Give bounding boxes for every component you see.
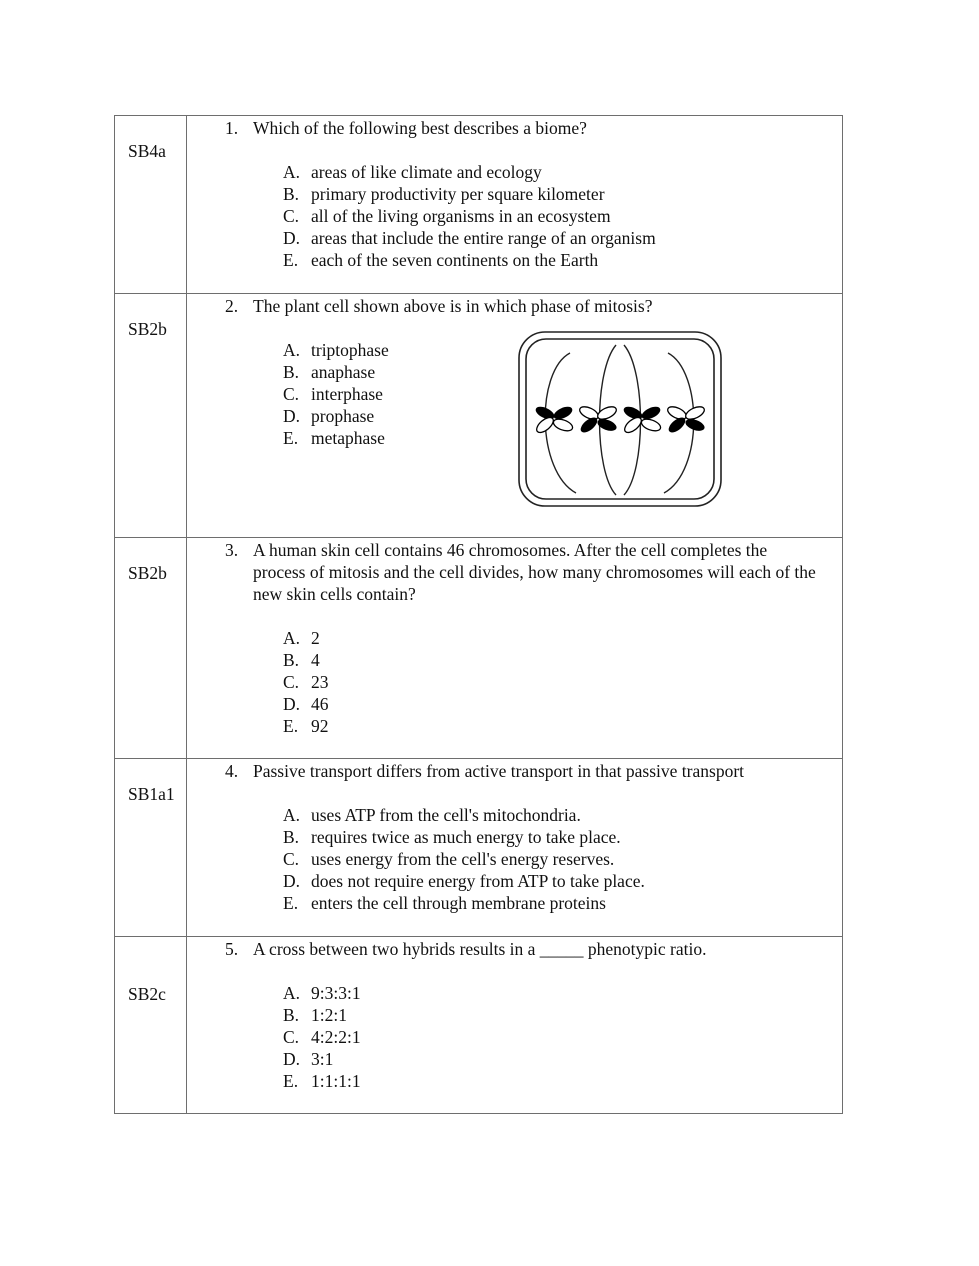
question-text: Passive transport differs from active transport in that passive transport bbox=[253, 761, 745, 781]
choice-text: uses ATP from the cell's mitochondria. bbox=[311, 805, 581, 825]
standard-label: SB2c bbox=[128, 984, 166, 1004]
choice-text: interphase bbox=[311, 384, 383, 404]
choice-list bbox=[187, 627, 842, 737]
question-cell bbox=[187, 116, 843, 294]
choice-text: areas of like climate and ecology bbox=[311, 162, 542, 182]
choice-text: does not require energy from ATP to take place. bbox=[311, 871, 645, 891]
choice-letter: A. bbox=[283, 805, 301, 825]
choice-letter: E. bbox=[283, 250, 299, 270]
choice-item[interactable] bbox=[283, 183, 842, 205]
standard-cell bbox=[115, 538, 187, 759]
choice-text: 4:2:2:1 bbox=[311, 1027, 361, 1047]
choice-text: uses energy from the cell's energy reserves. bbox=[311, 849, 615, 869]
choice-letter: A. bbox=[283, 162, 301, 182]
question-number: 3. bbox=[225, 540, 239, 560]
question-text: A cross between two hybrids results in a _____ phenotypic ratio. bbox=[253, 939, 707, 959]
choice-text: each of the seven continents on the Earth bbox=[311, 250, 599, 270]
standard-cell bbox=[115, 116, 187, 294]
choice-text: all of the living organisms in an ecosystem bbox=[311, 206, 611, 226]
choice-text: triptophase bbox=[311, 340, 389, 360]
chromosome-icon bbox=[534, 404, 574, 435]
choice-letter: B. bbox=[283, 1005, 300, 1025]
choice-letter: C. bbox=[283, 849, 300, 869]
question-number: 5. bbox=[225, 939, 239, 959]
question-number: 1. bbox=[225, 118, 239, 138]
choice-letter: B. bbox=[283, 362, 300, 382]
choice-letter: E. bbox=[283, 428, 299, 448]
choice-text: 2 bbox=[311, 628, 320, 648]
choice-text: prophase bbox=[311, 406, 375, 426]
choice-item[interactable] bbox=[283, 671, 842, 693]
question-table bbox=[114, 115, 843, 1114]
choice-letter: D. bbox=[283, 694, 301, 714]
plant-cell-metaphase-icon bbox=[518, 331, 722, 509]
choice-item[interactable] bbox=[283, 848, 842, 870]
choice-item[interactable] bbox=[283, 892, 842, 914]
choice-list bbox=[187, 982, 842, 1092]
choice-letter: A. bbox=[283, 628, 301, 648]
chromosome-icon bbox=[578, 404, 618, 435]
standard-label: SB4a bbox=[128, 141, 166, 161]
choice-item[interactable] bbox=[283, 693, 842, 715]
standard-cell bbox=[115, 759, 187, 937]
choice-text: 23 bbox=[311, 672, 329, 692]
question-text: The plant cell shown above is in which phase of mitosis? bbox=[253, 296, 653, 316]
choice-letter: C. bbox=[283, 1027, 300, 1047]
choice-letter: E. bbox=[283, 1071, 299, 1091]
choice-list bbox=[187, 804, 842, 914]
standard-label: SB2b bbox=[128, 563, 167, 583]
choice-letter: C. bbox=[283, 672, 300, 692]
choice-letter: B. bbox=[283, 184, 300, 204]
choice-item[interactable] bbox=[283, 870, 842, 892]
standard-label: SB2b bbox=[128, 319, 167, 339]
question-cell bbox=[187, 538, 843, 759]
choice-text: metaphase bbox=[311, 428, 385, 448]
question-number: 4. bbox=[225, 761, 239, 781]
chromosome-icon bbox=[666, 404, 706, 435]
choice-item[interactable] bbox=[283, 1026, 842, 1048]
standard-cell bbox=[115, 937, 187, 1114]
choice-letter: B. bbox=[283, 827, 300, 847]
choice-item[interactable] bbox=[283, 227, 842, 249]
choice-letter: D. bbox=[283, 406, 301, 426]
choice-letter: D. bbox=[283, 228, 301, 248]
choice-text: requires twice as much energy to take place. bbox=[311, 827, 621, 847]
question-row bbox=[115, 937, 843, 1114]
choice-letter: D. bbox=[283, 871, 301, 891]
choice-letter: A. bbox=[283, 340, 301, 360]
choice-item[interactable] bbox=[283, 627, 842, 649]
standard-label: SB1a1 bbox=[128, 784, 175, 804]
choice-item[interactable] bbox=[283, 715, 842, 737]
choice-letter: C. bbox=[283, 206, 300, 226]
choice-text: areas that include the entire range of an organism bbox=[311, 228, 656, 248]
choice-item[interactable] bbox=[283, 1070, 842, 1092]
choice-item[interactable] bbox=[283, 649, 842, 671]
question-row bbox=[115, 294, 843, 538]
choice-text: primary productivity per square kilometer bbox=[311, 184, 605, 204]
question-text: Which of the following best describes a biome? bbox=[253, 118, 587, 138]
choice-text: 46 bbox=[311, 694, 329, 714]
choice-text: 9:3:3:1 bbox=[311, 983, 361, 1003]
question-row bbox=[115, 759, 843, 937]
choice-letter: B. bbox=[283, 650, 300, 670]
choice-item[interactable] bbox=[283, 249, 842, 271]
choice-text: 92 bbox=[311, 716, 329, 736]
choice-letter: E. bbox=[283, 893, 299, 913]
choice-text: 1:1:1:1 bbox=[311, 1071, 361, 1091]
choice-letter: E. bbox=[283, 716, 299, 736]
choice-item[interactable] bbox=[283, 161, 842, 183]
choice-item[interactable] bbox=[283, 205, 842, 227]
question-cell bbox=[187, 294, 843, 538]
choice-item[interactable] bbox=[283, 1004, 842, 1026]
choice-letter: D. bbox=[283, 1049, 301, 1069]
choice-item[interactable] bbox=[283, 804, 842, 826]
question-cell bbox=[187, 937, 843, 1114]
question-number: 2. bbox=[225, 296, 239, 316]
choice-letter: C. bbox=[283, 384, 300, 404]
question-text: A human skin cell contains 46 chromosomes. After the cell completes the process of mitosis and the cell divides, how many chromosomes will each of the new skin cells contain? bbox=[253, 540, 816, 604]
standard-cell bbox=[115, 294, 187, 538]
choice-item[interactable] bbox=[283, 982, 842, 1004]
choice-list bbox=[187, 161, 842, 271]
question-row bbox=[115, 538, 843, 759]
chromosome-icon bbox=[622, 404, 662, 435]
choice-text: anaphase bbox=[311, 362, 376, 382]
choice-text: 1:2:1 bbox=[311, 1005, 347, 1025]
choice-text: enters the cell through membrane proteins bbox=[311, 893, 606, 913]
choice-item[interactable] bbox=[283, 826, 842, 848]
choice-item[interactable] bbox=[283, 1048, 842, 1070]
question-row bbox=[115, 116, 843, 294]
choice-text: 4 bbox=[311, 650, 320, 670]
choice-text: 3:1 bbox=[311, 1049, 334, 1069]
question-cell bbox=[187, 759, 843, 937]
choice-letter: A. bbox=[283, 983, 301, 1003]
choice-list bbox=[187, 339, 842, 449]
